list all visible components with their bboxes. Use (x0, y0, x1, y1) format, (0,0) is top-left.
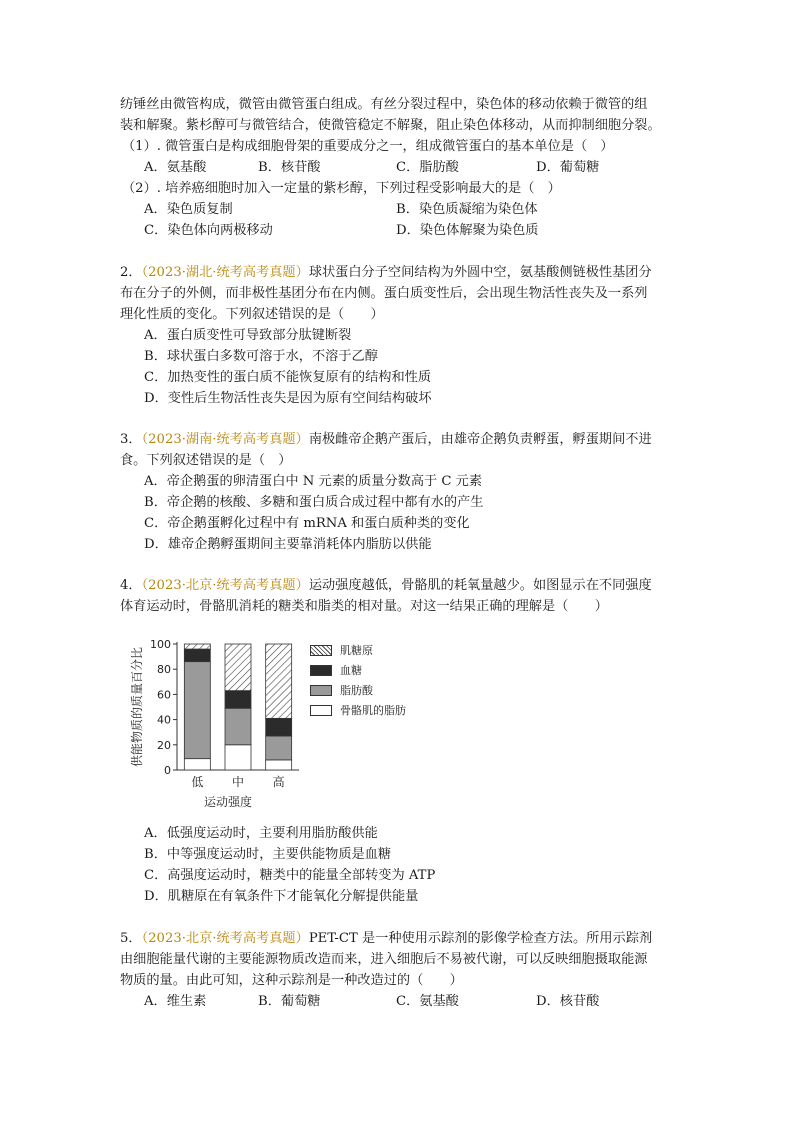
q3-option-b: B．帝企鹅的核酸、多糖和蛋白质合成过程中都有水的产生 (144, 495, 484, 510)
q4-number: 4． (120, 578, 142, 593)
q3-line-2: 食。下列叙述错误的是（ ） (120, 453, 292, 468)
q3-source: （2023·湖南·统考高考真题） (141, 432, 309, 447)
x-tick-label: 低 (191, 775, 204, 789)
y-tick-label: 20 (157, 738, 171, 752)
q1-sub2-stem: （2）. 培养癌细胞时加入一定量的紫杉醇，下列过程受影响最大的是（ ） (122, 181, 561, 196)
q2-option-b: B．球状蛋白多数可溶于水，不溶于乙醇 (144, 349, 378, 364)
legend-label: 血糖 (340, 664, 362, 677)
q3-number: 3． (120, 432, 142, 447)
y-tick-label: 0 (164, 764, 171, 777)
q4-source: （2023·北京·统考高考真题） (141, 578, 309, 593)
y-tick-label: 100 (150, 638, 171, 651)
q5-option-a: A．维生素 (144, 994, 207, 1009)
bar-segment (266, 718, 292, 736)
q1-sub1-stem: （1）. 微管蛋白是构成细胞骨架的重要成分之一，组成微管蛋白的基本单位是（ ） (122, 139, 614, 154)
q3-option-c: C．帝企鹅蛋孵化过程中有 mRNA 和蛋白质种类的变化 (144, 516, 470, 531)
legend-label: 肌糖原 (340, 644, 373, 657)
bar-segment (225, 644, 251, 691)
bar-segment (266, 736, 292, 760)
q5-option-c: C．氨基酸 (396, 994, 459, 1009)
q5-stem-1: PET-CT 是一种使用示踪剂的影像学检查方法。所用示踪剂 (308, 931, 653, 946)
q5-option-b: B．葡萄糖 (258, 994, 321, 1009)
bar-segment (184, 662, 210, 759)
x-axis-label: 运动强度 (203, 795, 253, 809)
q2-line-3: 理化性质的变化。下列叙述错误的是（ ） (120, 307, 384, 322)
q2-number: 2． (120, 265, 142, 280)
q2-option-c: C．加热变性的蛋白质不能恢复原有的结构和性质 (144, 370, 432, 385)
q5-number: 5． (120, 931, 142, 946)
chart-legend (310, 640, 430, 720)
legend-item (310, 660, 430, 680)
q2-line-2: 布在分子的外侧，而非极性基团分布在内侧。蛋白质变性后，会出现生物活性丧失及一系列 (120, 286, 648, 301)
q5-line-1 (120, 929, 652, 949)
legend-swatch (310, 685, 332, 696)
legend-item (310, 640, 430, 660)
q4-line-2: 体育运动时，骨骼肌消耗的糖类和脂类的相对量。对这一结果正确的理解是（ ） (120, 599, 608, 614)
q2-source: （2023·湖北·统考高考真题） (141, 265, 309, 280)
q5-line-2: 由细胞能量代谢的主要能源物质改造而来，进入细胞后不易被代谢，可以反映细胞摄取能源 (120, 952, 648, 967)
legend-swatch (310, 645, 332, 656)
q1-sub2-option-d: D．染色体解聚为染色质 (396, 223, 539, 238)
q4-option-d: D．肌糖原在有氧条件下才能氧化分解提供能量 (144, 889, 419, 904)
q4-line-1 (120, 576, 652, 596)
legend-label: 骨骼肌的脂肪 (340, 704, 406, 717)
q1-sub2-option-b: B．染色质凝缩为染色体 (396, 202, 538, 217)
q2-line-1 (120, 263, 652, 283)
q3-option-a: A．帝企鹅蛋的卵清蛋白中 N 元素的质量分数高于 C 元素 (144, 474, 483, 489)
bar-segment (225, 691, 251, 709)
q1-sub2-option-a: A．染色质复制 (144, 202, 233, 217)
q1-sub2-option-c: C．染色体向两极移动 (144, 223, 273, 238)
bar-segment (225, 745, 251, 770)
q5-option-d: D．核苷酸 (536, 994, 600, 1009)
q3-line-1 (120, 430, 652, 450)
q5-source: （2023·北京·统考高考真题） (141, 931, 309, 946)
q2-stem-1: 球状蛋白分子空间结构为外圆中空，氨基酸侧链极性基团分 (308, 265, 652, 280)
q3-option-d: D．雄帝企鹅孵蛋期间主要靠消耗体内脂肪以供能 (144, 537, 432, 552)
q3-stem-1: 南极雌帝企鹅产蛋后，由雄帝企鹅负责孵蛋，孵蛋期间不进 (308, 432, 652, 447)
y-tick-label: 80 (157, 663, 171, 677)
bar-segment (266, 760, 292, 770)
q1-sub1-option-d: D．葡萄糖 (536, 160, 600, 175)
x-tick-label: 高 (272, 775, 285, 789)
bar-segment (266, 644, 292, 718)
q1-sub1-option-a: A．氨基酸 (144, 160, 207, 175)
y-axis-label: 供能物质的质量百分比 (130, 646, 144, 768)
bar-segment (184, 649, 210, 662)
q5-line-3: 物质的量。由此可知，这种示踪剂是一种改造过的（ ） (120, 973, 463, 988)
q2-option-a: A．蛋白质变性可导致部分肽键断裂 (144, 328, 352, 343)
q4-option-a: A．低强度运动时，主要利用脂肪酸供能 (144, 826, 378, 841)
bar-segment (184, 759, 210, 770)
legend-item (310, 700, 430, 720)
q2-option-d: D．变性后生物活性丧失是因为原有空间结构破坏 (144, 391, 432, 406)
legend-swatch (310, 705, 332, 716)
q1-sub1-option-b: B．核苷酸 (258, 160, 321, 175)
q1-sub1-option-c: C．脂肪酸 (396, 160, 459, 175)
q4-stem-1: 运动强度越低，骨骼肌的耗氧量越少。如图显示在不同强度 (308, 578, 652, 593)
legend-item (310, 680, 430, 700)
legend-swatch (310, 665, 332, 676)
q4-option-c: C．高强度运动时，糖类中的能量全部转变为 ATP (144, 868, 436, 883)
bar-segment (225, 708, 251, 745)
x-tick-label: 中 (231, 775, 245, 789)
bar-segment (184, 644, 210, 649)
y-tick-label: 60 (157, 688, 171, 702)
y-tick-label: 40 (157, 713, 171, 727)
q4-option-b: B．中等强度运动时，主要供能物质是血糖 (144, 847, 392, 862)
legend-label: 脂肪酸 (340, 684, 373, 697)
intro-line-1: 纺锤丝由微管构成，微管由微管蛋白组成。有丝分裂过程中，染色体的移动依赖于微管的组 (120, 97, 648, 112)
intro-line-2: 装和解聚。紫杉醇可与微管结合，使微管稳定不解聚，阻止染色体移动，从而抑制细胞分裂。 (120, 118, 661, 133)
